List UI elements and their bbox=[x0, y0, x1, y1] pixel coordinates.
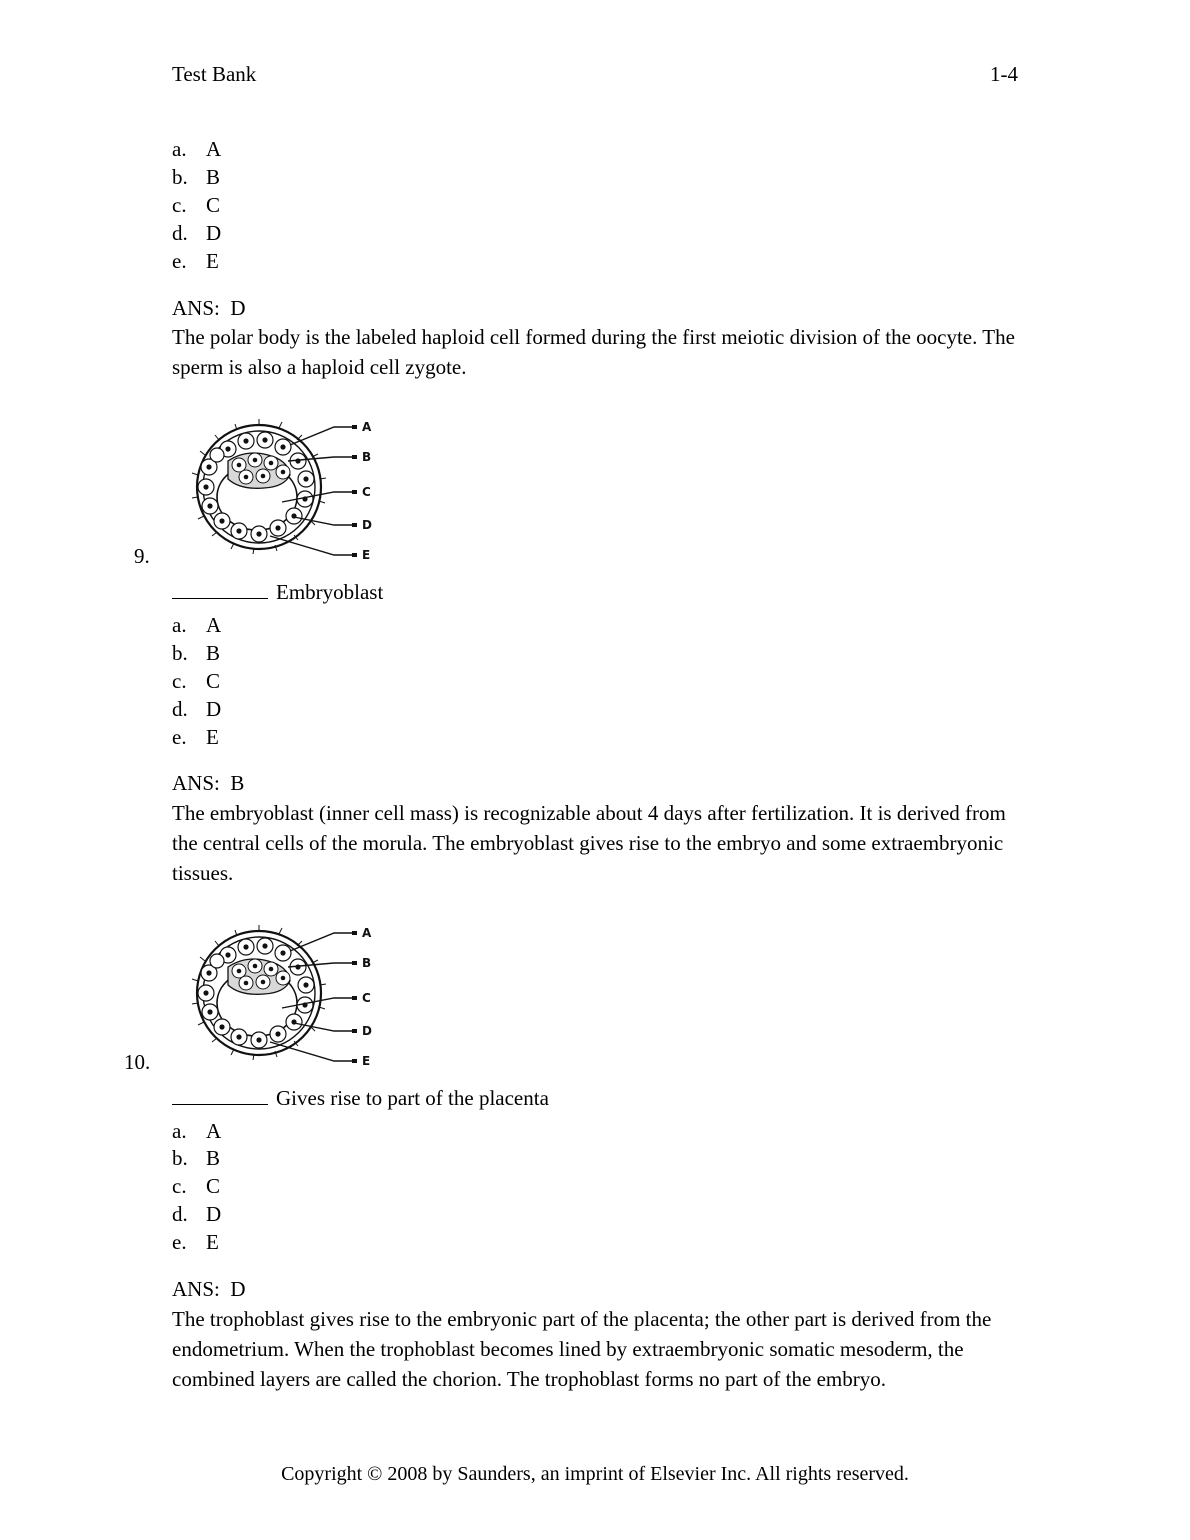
figure-label-c: C bbox=[362, 485, 371, 500]
choice-letter: c. bbox=[172, 1174, 187, 1199]
choice-list-q9 bbox=[172, 612, 1018, 752]
list-item bbox=[172, 164, 1018, 192]
choice-text: B bbox=[206, 1146, 221, 1171]
rationale-q8: The polar body is the labeled haploid cell formed during the first meiotic division of the oocyte. The sperm is also a haploid cell zygote. bbox=[172, 325, 1015, 380]
choice-text: B bbox=[206, 640, 221, 665]
figure-label-e: E bbox=[362, 548, 371, 563]
list-item bbox=[172, 696, 1018, 724]
choice-text: B bbox=[206, 164, 221, 189]
figure-label-b: B bbox=[362, 450, 372, 465]
question-stem-q10 bbox=[172, 1084, 1018, 1114]
figure-block-q9 bbox=[134, 409, 1018, 574]
list-item bbox=[172, 1145, 1018, 1173]
choice-text: C bbox=[206, 668, 221, 693]
list-item bbox=[172, 192, 1018, 220]
choice-letter: c. bbox=[172, 668, 187, 693]
choice-letter: c. bbox=[172, 192, 187, 217]
answer-blank[interactable] bbox=[172, 582, 268, 599]
figure-label-e: E bbox=[362, 1053, 371, 1068]
stem-text: Gives rise to part of the placenta bbox=[276, 1085, 549, 1110]
figure-label-a: A bbox=[362, 420, 372, 435]
list-item bbox=[172, 640, 1018, 668]
figure-label-a: A bbox=[362, 925, 372, 940]
figure-label-c: C bbox=[362, 990, 371, 1005]
choice-letter: e. bbox=[172, 1230, 187, 1255]
list-item bbox=[172, 1118, 1018, 1146]
blastocyst-svg bbox=[184, 915, 414, 1075]
choice-letter: d. bbox=[172, 696, 188, 721]
header-page-number: 1-4 bbox=[990, 62, 1018, 86]
rationale-q10: The trophoblast gives rise to the embryonic part of the placenta; the other part is derived from the endometrium. When the trophoblast becomes lined by extraembryonic somatic mesoderm, the combined layers are called the chorion. The trophoblast forms no part of the embryo. bbox=[172, 1306, 992, 1391]
choice-text: E bbox=[206, 1230, 219, 1255]
list-item bbox=[172, 668, 1018, 696]
choice-text: E bbox=[206, 248, 219, 273]
choice-letter: b. bbox=[172, 640, 188, 665]
choice-letter: d. bbox=[172, 1202, 188, 1227]
choice-text: A bbox=[206, 612, 222, 637]
choice-list-q10 bbox=[172, 1118, 1018, 1258]
stem-text: Embryoblast bbox=[276, 580, 384, 605]
list-item bbox=[172, 1229, 1018, 1257]
list-item bbox=[172, 248, 1018, 276]
figure-block-q10 bbox=[124, 915, 1018, 1080]
answer-key-q8: ANS: D bbox=[172, 295, 246, 320]
answer-blank[interactable] bbox=[172, 1088, 268, 1105]
choice-letter: b. bbox=[172, 164, 188, 189]
choice-text: E bbox=[206, 724, 219, 749]
choice-text: D bbox=[206, 220, 222, 245]
choice-letter: a. bbox=[172, 612, 187, 637]
choice-letter: a. bbox=[172, 137, 187, 161]
question-number-q9: 9. bbox=[134, 544, 150, 569]
choice-text: C bbox=[206, 1174, 221, 1199]
question-stem-q9 bbox=[172, 578, 1018, 608]
rationale-q9: The embryoblast (inner cell mass) is recognizable about 4 days after fertilization. It is derived from the central cells of the morula. The embryoblast gives rise to the embryo and some extraembryonic tissues. bbox=[172, 801, 1006, 885]
question-number-q10: 10. bbox=[124, 1049, 151, 1074]
choice-text: D bbox=[206, 696, 222, 721]
list-item bbox=[172, 612, 1018, 640]
list-item bbox=[172, 220, 1018, 248]
figure-label-d: D bbox=[362, 1023, 372, 1038]
list-item bbox=[172, 136, 1018, 164]
choice-list-q8 bbox=[172, 136, 1018, 276]
choice-text: A bbox=[206, 137, 222, 161]
figure-label-d: D bbox=[362, 518, 372, 533]
blastocyst-diagram bbox=[184, 915, 414, 1075]
list-item bbox=[172, 724, 1018, 752]
answer-key-q10: ANS: D bbox=[172, 1277, 246, 1302]
blastocyst-svg bbox=[184, 409, 414, 569]
choice-letter: a. bbox=[172, 1118, 187, 1143]
choice-letter: e. bbox=[172, 724, 187, 749]
header-left-title: Test Bank bbox=[172, 62, 257, 86]
page-footer-copyright: Copyright © 2008 by Saunders, an imprint of Elsevier Inc. All rights reserved. bbox=[281, 1463, 909, 1485]
choice-text: C bbox=[206, 192, 221, 217]
choice-text: A bbox=[206, 1118, 222, 1143]
answer-key-q9: ANS: B bbox=[172, 771, 245, 796]
list-item bbox=[172, 1201, 1018, 1229]
blastocyst-diagram bbox=[184, 409, 414, 569]
figure-label-b: B bbox=[362, 955, 372, 970]
choice-letter: b. bbox=[172, 1146, 188, 1171]
list-item bbox=[172, 1173, 1018, 1201]
page-header bbox=[172, 62, 1018, 87]
choice-text: D bbox=[206, 1202, 222, 1227]
choice-letter: d. bbox=[172, 220, 188, 245]
page-content bbox=[124, 136, 1018, 1394]
choice-letter: e. bbox=[172, 248, 187, 273]
